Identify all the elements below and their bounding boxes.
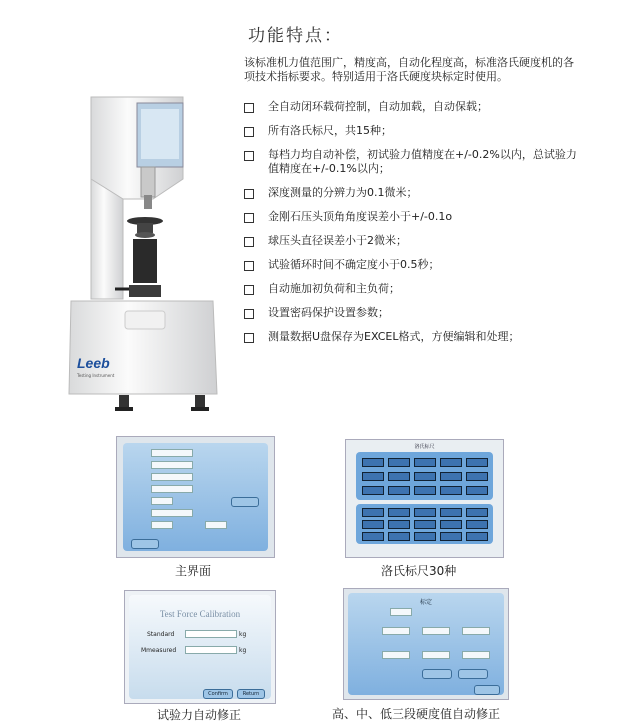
measured-input[interactable] <box>185 646 237 654</box>
brand-subtitle: Testing Instrument <box>77 373 115 378</box>
scales-screenshot <box>345 439 504 558</box>
feature-item: 所有洛氏标尺，共15种； <box>244 124 584 138</box>
feature-item: 全自动闭环载荷控制，自动加载，自动保载； <box>244 100 584 114</box>
scales-title: 洛氏标尺 <box>414 444 435 450</box>
return-button[interactable]: Return <box>237 689 265 699</box>
caption-main: 主界面 <box>175 564 212 578</box>
standard-label: Standard <box>147 631 175 638</box>
feature-item: 试验循环时间不确定度小于0.5秒； <box>244 258 584 272</box>
checkbox-icon <box>244 261 254 271</box>
hardness-correction-screenshot <box>343 588 509 700</box>
screen-display <box>123 443 268 551</box>
measured-unit: kg <box>239 647 247 654</box>
checkbox-icon <box>244 213 254 223</box>
checkbox-icon <box>244 189 254 199</box>
correct-button[interactable] <box>422 669 452 679</box>
feature-item: 设置密码保护设置参数； <box>244 306 584 320</box>
standard-input[interactable] <box>185 630 237 638</box>
main-interface-screenshot <box>116 436 275 558</box>
section-title: 功能特点： <box>248 26 343 46</box>
intro-paragraph: 该标准机力值范围广，精度高，自动化程度高，标准洛氏硬度机的各项技术指标要求。特别适用于洛氏硬度块标定时使用。 <box>244 56 574 83</box>
calibration-display <box>129 595 271 699</box>
scales-grid-top <box>356 452 493 500</box>
measured-label: Mmeasured <box>141 647 177 654</box>
feature-item: 金刚石压头顶角角度误差小于+/-0.1o <box>244 210 584 224</box>
brand-logo: Leeb <box>77 355 110 371</box>
caption-hardness: 高、中、低三段硬度值自动修正 <box>332 707 501 721</box>
scales-grid-bottom <box>356 504 493 544</box>
calibration-title: Test Force Calibration <box>159 609 241 619</box>
feature-item: 测量数据U盘保存为EXCEL格式，方便编辑和处理； <box>244 330 584 344</box>
calibration-screenshot <box>124 590 276 704</box>
checkbox-icon <box>244 151 254 161</box>
checkbox-icon <box>244 103 254 113</box>
checkbox-icon <box>244 237 254 247</box>
feature-list <box>244 100 584 354</box>
checkbox-icon <box>244 309 254 319</box>
hardness-tester-image <box>63 89 228 419</box>
checkbox-icon <box>244 333 254 343</box>
feature-item: 每档力均自动补偿，初试验力值精度在+/-0.2%以内，总试验力值精度在+/-0.1%以内； <box>244 148 584 176</box>
standard-unit: kg <box>239 631 247 638</box>
caption-scales: 洛氏标尺30种 <box>381 564 457 578</box>
feature-item: 球压头直径误差小于2微米； <box>244 234 584 248</box>
back-button[interactable] <box>474 685 500 695</box>
feature-item: 自动施加初负荷和主负荷； <box>244 282 584 296</box>
function-button[interactable] <box>131 539 159 549</box>
calibrate-button[interactable] <box>458 669 488 679</box>
caption-calibration: 试验力自动修正 <box>157 708 242 722</box>
checkbox-icon <box>244 127 254 137</box>
checkbox-icon <box>244 285 254 295</box>
hardness-display <box>348 593 504 695</box>
confirm-button[interactable]: Confirm <box>203 689 233 699</box>
feature-item: 深度测量的分辨力为0.1微米； <box>244 186 584 200</box>
hardness-title: 标定 <box>419 599 432 606</box>
change-button[interactable] <box>231 497 259 507</box>
